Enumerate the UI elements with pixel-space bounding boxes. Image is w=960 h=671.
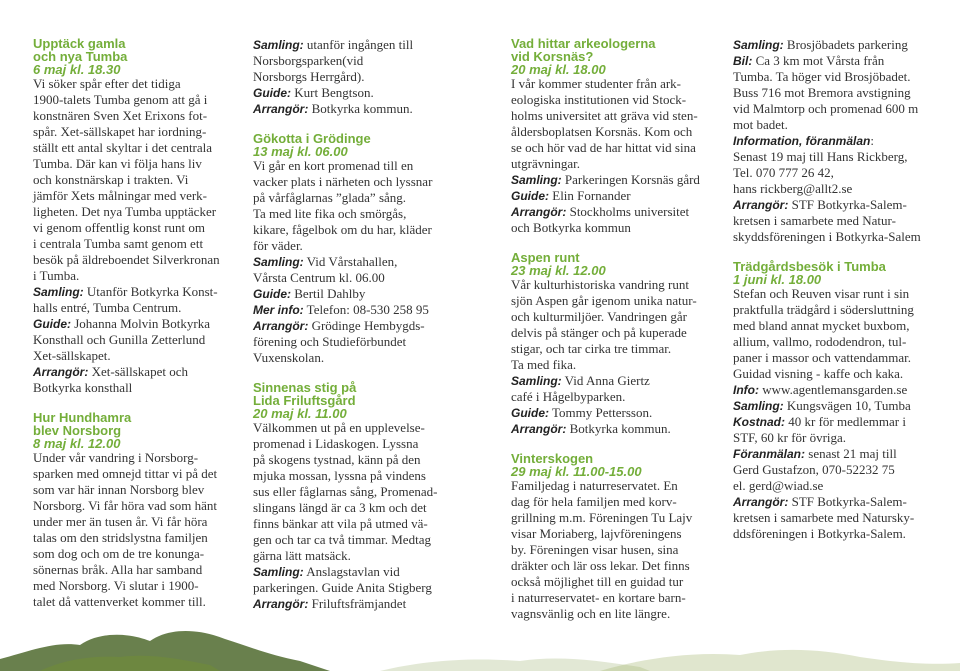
text-line: holms universitet att gräva vid sten- bbox=[511, 108, 698, 123]
info-label: Information, föranmälan bbox=[733, 134, 871, 148]
text-line: 1900-talets Tumba genom att gå i bbox=[33, 92, 208, 107]
text-line: konstnären Sven Xet Erixons fot- bbox=[33, 108, 208, 123]
spacer bbox=[733, 245, 933, 260]
arrangor-label: Arrangör: bbox=[511, 205, 567, 219]
text-line: och kulturmiljöer. Vandringen går bbox=[511, 309, 687, 324]
foranmalan-value: senast 21 maj till bbox=[805, 446, 897, 461]
samling-line bbox=[253, 564, 478, 580]
text-line: eologiska institutionen vid Stock- bbox=[511, 92, 687, 107]
samling-value: Parkeringen Korsnäs gård bbox=[561, 172, 700, 187]
info-colon: : bbox=[870, 133, 874, 148]
info-value: www.agentlemansgarden.se bbox=[759, 382, 908, 397]
text-line: kretsen i samarbete med Natur- bbox=[733, 213, 896, 228]
event-body bbox=[33, 76, 233, 396]
samling-line bbox=[511, 373, 713, 389]
text-line: praktfulla trädgård i södersluttning bbox=[733, 302, 914, 317]
guide-label: Guide: bbox=[253, 287, 291, 301]
column-3 bbox=[511, 37, 713, 622]
arrangor-line bbox=[253, 101, 478, 117]
text-line: besök på äldreboendet Silverkronan bbox=[33, 252, 220, 267]
text-line: slingans längd är ca 3 km och det bbox=[253, 500, 427, 515]
text-line: på vårfåglarnas ”glada” sång. bbox=[253, 190, 407, 205]
text-line: Botkyrka konsthall bbox=[33, 380, 133, 395]
event-body bbox=[511, 478, 713, 622]
samling-label: Samling: bbox=[33, 285, 84, 299]
arrangor-value: Grödinge Hembygds- bbox=[308, 318, 425, 333]
text-line: i centrala Tumba samt genom ett bbox=[33, 236, 204, 251]
text-line: el. gerd@wiad.se bbox=[733, 478, 824, 493]
event-title: Trädgårdsbesök i Tumba bbox=[733, 259, 886, 274]
event-title: Aspen runt bbox=[511, 250, 580, 265]
event-title: Sinnenas stig på bbox=[253, 380, 357, 395]
samling-label: Samling: bbox=[253, 565, 304, 579]
text-line: sönernas bråk. Alla har samband bbox=[33, 562, 203, 577]
samling-value: utanför ingången till bbox=[303, 37, 414, 52]
text-line: Senast 19 maj till Hans Rickberg, bbox=[733, 149, 908, 164]
text-line: Ta med fika. bbox=[511, 357, 577, 372]
text-line: med bland annat mycket buxbom, bbox=[733, 318, 910, 333]
kostnad-line bbox=[733, 414, 933, 430]
arrangor-value: STF Botkyrka-Salem- bbox=[788, 494, 907, 509]
info-label: Info: bbox=[733, 383, 759, 397]
text-line: också möjlighet till en guidad tur bbox=[511, 574, 684, 589]
text-line: gen och tar ca två timmar. Medtag bbox=[253, 532, 431, 547]
text-line: vid Malmtorp och promenad 600 m bbox=[733, 101, 919, 116]
column-4 bbox=[733, 37, 933, 542]
text-line: stigar, och tar cirka tre timmar. bbox=[511, 341, 672, 356]
samling-value: Utanför Botkyrka Konst- bbox=[83, 284, 218, 299]
bil-value: Ca 3 km mot Vårsta från bbox=[752, 53, 885, 68]
text-line: vi genom offentlig konst runt om bbox=[33, 220, 205, 235]
samling-label: Samling: bbox=[733, 38, 784, 52]
event-body bbox=[733, 286, 933, 542]
guide-line bbox=[253, 286, 478, 302]
arrangor-line bbox=[733, 197, 933, 213]
text-line: Buss 716 mot Bremora avstigning bbox=[733, 85, 911, 100]
arrangor-line bbox=[511, 421, 713, 437]
text-line: hans rickberg@allt2.se bbox=[733, 181, 853, 196]
text-line: visar Moriaberg, lajvföreningens bbox=[511, 526, 682, 541]
guide-label: Guide: bbox=[253, 86, 291, 100]
info-line bbox=[253, 302, 478, 318]
samling-value: Vid Anna Giertz bbox=[561, 373, 650, 388]
text-line: Tumba. Ta höger vid Brosjöbadet. bbox=[733, 69, 911, 84]
event-body bbox=[733, 37, 933, 245]
guide-value: Elin Fornander bbox=[549, 188, 631, 203]
guide-line bbox=[511, 405, 713, 421]
text-line: utgrävningar. bbox=[511, 156, 580, 171]
text-line: Ta med lite fika och smörgås, bbox=[253, 206, 407, 221]
event-title: vid Korsnäs? bbox=[511, 49, 594, 64]
text-line: Vuxenskolan. bbox=[253, 350, 325, 365]
text-line: Familjedag i naturreservatet. En bbox=[511, 478, 678, 493]
text-line: sparken med omnejd tittar vi på det bbox=[33, 466, 218, 481]
text-line: med Norsborg. Vi slutar i 1900- bbox=[33, 578, 199, 593]
event-title: och nya Tumba bbox=[33, 49, 128, 64]
arrangor-label: Arrangör: bbox=[511, 422, 567, 436]
text-line: dräkter och lär oss lekar. Det finns bbox=[511, 558, 690, 573]
text-line: Vårsta Centrum kl. 06.00 bbox=[253, 270, 385, 285]
event-body bbox=[511, 76, 713, 236]
event-title: Vad hittar arkeologerna bbox=[511, 36, 656, 51]
event-title: Hur Hundhamra bbox=[33, 410, 132, 425]
arrangor-value: Stockholms universitet bbox=[566, 204, 690, 219]
text-line: Norsborg. Vi får höra vad som hänt bbox=[33, 498, 217, 513]
spacer bbox=[253, 366, 478, 381]
text-line: Tel. 070 777 26 42, bbox=[733, 165, 834, 180]
text-line: Stefan och Reuven visar runt i sin bbox=[733, 286, 910, 301]
samling-value: Kungsvägen 10, Tumba bbox=[783, 398, 911, 413]
samling-label: Samling: bbox=[733, 399, 784, 413]
arrangor-value: Xet-sällskapet och bbox=[88, 364, 188, 379]
info-line bbox=[733, 133, 933, 149]
text-line: sus eller fåglarnas sång, Promenad- bbox=[253, 484, 438, 499]
foranmalan-line bbox=[733, 446, 933, 462]
arrangor-value: STF Botkyrka-Salem- bbox=[788, 197, 907, 212]
samling-label: Samling: bbox=[253, 255, 304, 269]
arrangor-label: Arrangör: bbox=[253, 597, 309, 611]
samling-label: Samling: bbox=[253, 38, 304, 52]
samling-value: Anslagstavlan vid bbox=[303, 564, 400, 579]
guide-value: Tommy Pettersson. bbox=[549, 405, 653, 420]
text-line: mjuka mossan, lyssna på vindens bbox=[253, 468, 426, 483]
bil-line bbox=[733, 53, 933, 69]
text-line: Konsthall och Gunilla Zetterlund bbox=[33, 332, 206, 347]
event-body bbox=[511, 277, 713, 437]
text-line: i Tumba. bbox=[33, 268, 80, 283]
bil-label: Bil: bbox=[733, 54, 753, 68]
text-line: Vi söker spår efter det tidiga bbox=[33, 76, 181, 91]
text-line: som var här innan Norsborg blev bbox=[33, 482, 205, 497]
arrangor-line bbox=[733, 494, 933, 510]
samling-value: Vid Vårstahallen, bbox=[303, 254, 398, 269]
info-line bbox=[733, 382, 933, 398]
treeline-decoration bbox=[0, 611, 960, 671]
column-2 bbox=[253, 37, 478, 612]
samling-line bbox=[733, 398, 933, 414]
arrangor-line bbox=[33, 364, 233, 380]
event-title: Vinterskogen bbox=[511, 451, 594, 466]
text-line: kikare, fågelbok om du har, kläder bbox=[253, 222, 432, 237]
text-line: ligheten. Det nya Tumba upptäcker bbox=[33, 204, 217, 219]
arrangor-label: Arrangör: bbox=[253, 102, 309, 116]
text-line: dag för hela familjen med korv- bbox=[511, 494, 677, 509]
samling-line bbox=[511, 172, 713, 188]
text-line: kretsen i samarbete med Natursky- bbox=[733, 510, 915, 525]
text-line: finns bänkar att vila på utmed vä- bbox=[253, 516, 428, 531]
samling-line bbox=[253, 254, 478, 270]
text-line: parkeringen. Guide Anita Stigberg bbox=[253, 580, 432, 595]
arrangor-label: Arrangör: bbox=[33, 365, 89, 379]
arrangor-value: Friluftsfrämjandet bbox=[308, 596, 407, 611]
text-line: och konstnärskap i trakten. Vi bbox=[33, 172, 189, 187]
text-line: mot badet. bbox=[733, 117, 788, 132]
text-line: Gerd Gustafzon, 070-52232 75 bbox=[733, 462, 895, 477]
text-line: Under vår vandring i Norsborg- bbox=[33, 450, 199, 465]
text-line: spår. Xet-sällskapet har iordning- bbox=[33, 124, 207, 139]
arrangor-line bbox=[253, 318, 478, 334]
text-line: åldersboplatsen Korsnäs. Kom och bbox=[511, 124, 693, 139]
samling-label: Samling: bbox=[511, 374, 562, 388]
text-line: jämför Xets målningar med verk- bbox=[33, 188, 207, 203]
spacer bbox=[253, 117, 478, 132]
text-line: skyddsföreningen i Botkyrka-Salem bbox=[733, 229, 921, 244]
samling-line bbox=[253, 37, 478, 53]
text-line: Välkommen ut på en upplevelse- bbox=[253, 420, 425, 435]
guide-value: Bertil Dahlby bbox=[291, 286, 366, 301]
text-line: allium, vallmo, rododendron, tul- bbox=[733, 334, 907, 349]
foranmalan-label: Föranmälan: bbox=[733, 447, 806, 461]
text-line: gärna lätt matsäck. bbox=[253, 548, 351, 563]
text-line: Tumba. Där kan vi följa hans liv bbox=[33, 156, 202, 171]
text-line: promenad i Lidaskogen. Lyssna bbox=[253, 436, 419, 451]
kostnad-value: 40 kr för medlemmar i bbox=[785, 414, 906, 429]
text-line: i naturreservatet- en kortare barn- bbox=[511, 590, 686, 605]
guide-line bbox=[253, 85, 478, 101]
samling-value: Brosjöbadets parkering bbox=[783, 37, 908, 52]
text-line: delvis på stänger och på kuperade bbox=[511, 325, 687, 340]
event-title: Gökotta i Grödinge bbox=[253, 131, 371, 146]
event-date: 6 maj kl. 18.30 bbox=[33, 62, 121, 77]
text-line: under mer än tusen år. Vi får höra bbox=[33, 514, 208, 529]
guide-label: Guide: bbox=[511, 406, 549, 420]
samling-line bbox=[33, 284, 233, 300]
event-title: Upptäck gamla bbox=[33, 36, 126, 51]
samling-label: Samling: bbox=[511, 173, 562, 187]
guide-line bbox=[33, 316, 233, 332]
arrangor-label: Arrangör: bbox=[733, 495, 789, 509]
event-date: 20 maj kl. 11.00 bbox=[253, 406, 347, 421]
text-line: och Botkyrka kommun bbox=[511, 220, 631, 235]
column-1 bbox=[33, 37, 233, 610]
event-date: 20 maj kl. 18.00 bbox=[511, 62, 606, 77]
guide-line bbox=[511, 188, 713, 204]
text-line: ddsföreningen i Botkyrka-Salem. bbox=[733, 526, 906, 541]
text-line: vagnsvänlig och en lite längre. bbox=[511, 606, 671, 621]
spacer bbox=[511, 236, 713, 251]
event-body bbox=[253, 37, 478, 117]
event-body bbox=[33, 450, 233, 610]
event-body bbox=[253, 420, 478, 612]
text-line: Vår kulturhistoriska vandring runt bbox=[511, 277, 689, 292]
info-label: Mer info: bbox=[253, 303, 304, 317]
arrangor-line bbox=[511, 204, 713, 220]
text-line: by. Föreningen visar husen, sina bbox=[511, 542, 679, 557]
text-line: I vår kommer studenter från ark- bbox=[511, 76, 682, 91]
text-line: se och hör vad de har hittat vid sina bbox=[511, 140, 696, 155]
text-line: Xet-sällskapet. bbox=[33, 348, 111, 363]
text-line: förening och Studieförbundet bbox=[253, 334, 407, 349]
samling-line bbox=[733, 37, 933, 53]
text-line: paner i massor och vattendammar. bbox=[733, 350, 911, 365]
text-line: Guidad visning - kaffe och kaka. bbox=[733, 366, 904, 381]
guide-value: Johanna Molvin Botkyrka bbox=[71, 316, 211, 331]
event-date: 1 juni kl. 18.00 bbox=[733, 272, 822, 287]
text-line: för väder. bbox=[253, 238, 303, 253]
text-line: vacker plats i närheten och lyssnar bbox=[253, 174, 433, 189]
event-date: 13 maj kl. 06.00 bbox=[253, 144, 348, 159]
guide-label: Guide: bbox=[33, 317, 71, 331]
guide-label: Guide: bbox=[511, 189, 549, 203]
info-value: Telefon: 08-530 258 95 bbox=[303, 302, 429, 317]
arrangor-line bbox=[253, 596, 478, 612]
text-line: Vi går en kort promenad till en bbox=[253, 158, 414, 173]
event-body bbox=[253, 158, 478, 366]
event-date: 23 maj kl. 12.00 bbox=[511, 263, 606, 278]
text-line: talas om den stridslystna familjen bbox=[33, 530, 208, 545]
arrangor-label: Arrangör: bbox=[733, 198, 789, 212]
arrangor-value: Botkyrka kommun. bbox=[566, 421, 671, 436]
text-line: sjön Aspen går igenom unika natur- bbox=[511, 293, 697, 308]
text-line: Norsborgs Herrgård). bbox=[253, 69, 365, 84]
text-line: Norsborgsparken(vid bbox=[253, 53, 364, 68]
text-line: ställt ett antal skyltar i det centrala bbox=[33, 140, 213, 155]
kostnad-label: Kostnad: bbox=[733, 415, 785, 429]
guide-value: Kurt Bengtson. bbox=[291, 85, 374, 100]
text-line: halls entré, Tumba Centrum. bbox=[33, 300, 182, 315]
spacer bbox=[511, 437, 713, 452]
text-line: STF, 60 kr för övriga. bbox=[733, 430, 847, 445]
event-title: Lida Friluftsgård bbox=[253, 393, 356, 408]
text-line: talet då vattenverket kommer till. bbox=[33, 594, 206, 609]
text-line: café i Hågelbyparken. bbox=[511, 389, 626, 404]
text-line: på skogens tystnad, känn på den bbox=[253, 452, 421, 467]
text-line: grillning m.m. Föreningen Tu Lajv bbox=[511, 510, 693, 525]
event-date: 29 maj kl. 11.00-15.00 bbox=[511, 464, 642, 479]
arrangor-value: Botkyrka kommun. bbox=[308, 101, 413, 116]
spacer bbox=[33, 396, 233, 411]
event-title: blev Norsborg bbox=[33, 423, 122, 438]
text-line: som dog och om de tre konunga- bbox=[33, 546, 205, 561]
arrangor-label: Arrangör: bbox=[253, 319, 309, 333]
event-date: 8 maj kl. 12.00 bbox=[33, 436, 121, 451]
